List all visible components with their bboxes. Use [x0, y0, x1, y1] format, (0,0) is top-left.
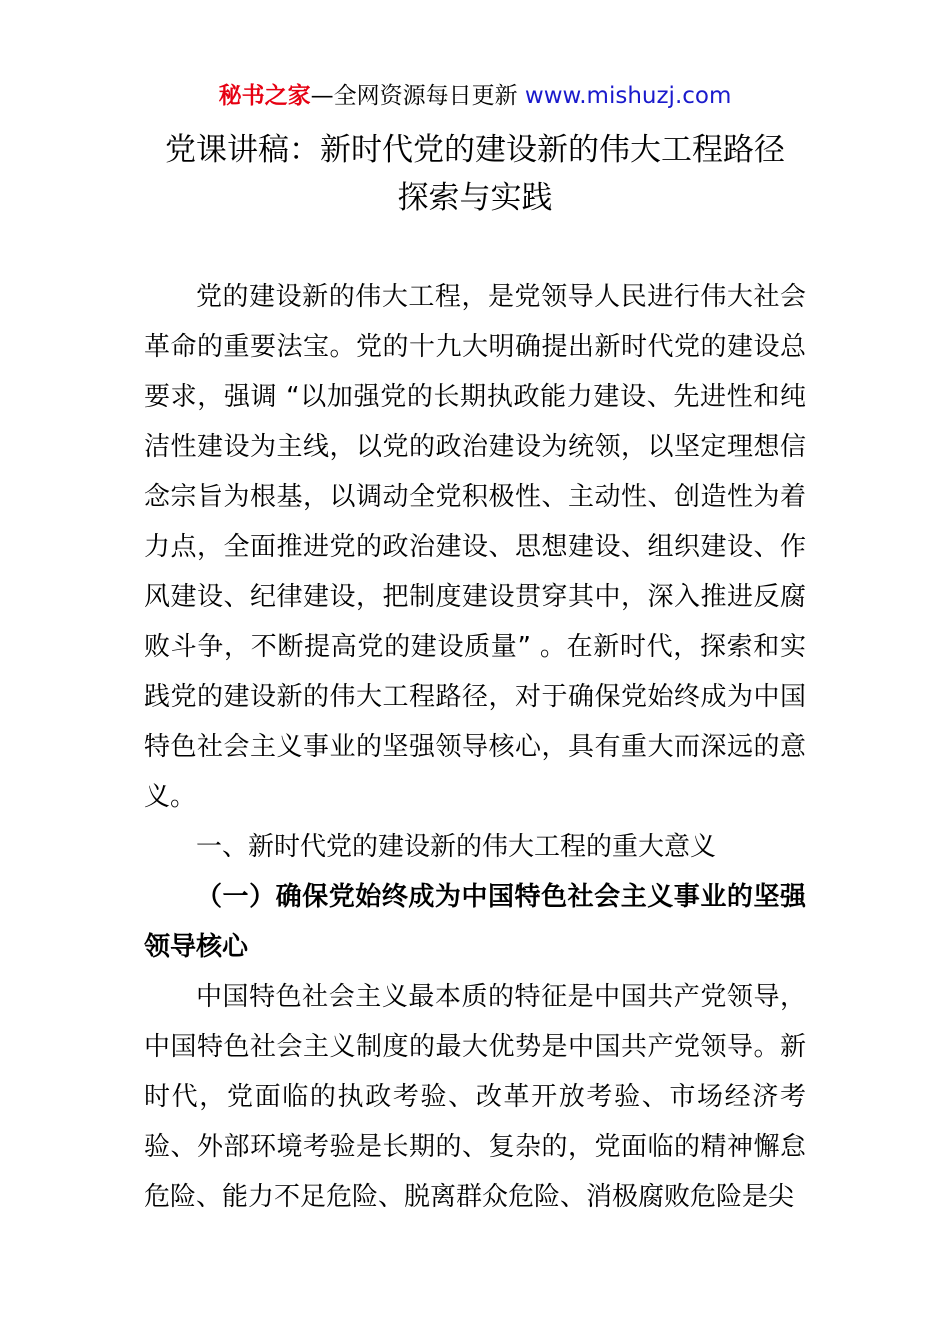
site-url-link[interactable]: www.mishuzj.com	[524, 83, 732, 109]
document-title	[100, 126, 850, 222]
site-header	[0, 80, 950, 112]
title-line-2: 探索与实践	[397, 180, 553, 216]
title-line-1: 党课讲稿：新时代党的建设新的伟大工程路径	[165, 132, 785, 168]
site-slogan: —全网资源每日更新	[310, 83, 525, 109]
document-body	[144, 272, 806, 1222]
section-heading-1: 一、新时代党的建设新的伟大工程的重大意义	[196, 832, 717, 862]
subsection-heading-1: （一）确保党始终成为中国特色社会主义事业的坚强领导核心	[144, 882, 806, 962]
intro-paragraph: 党的建设新的伟大工程，是党领导人民进行伟大社会革命的重要法宝。党的十九大明确提出新时代党的建设总要求，强调 “以加强党的长期执政能力建设、先进性和纯洁性建设为主线，以党的政治建设为统领，以坚定理想信念宗旨为根基，以调动全党积极性、主动性、创造性为着力点，全面推进党的政治建设、思想建设、组织建设、作风建设、纪律建设，把制度建设贯穿其中，深入推进反腐败斗争，不断提高党的建设质量” 。在新时代，探索和实践党的建设新的伟大工程路径，对于确保党始终成为中国特色社会主义事业的坚强领导核心，具有重大而深远的意义。	[144, 282, 806, 812]
body-paragraph: 中国特色社会主义最本质的特征是中国共产党领导，中国特色社会主义制度的最大优势是中国共产党领导。新时代，党面临的执政考验、改革开放考验、市场经济考验、外部环境考验是长期的、复杂的，党面临的精神懈怠危险、能力不足危险、脱离群众危险、消极腐败危险是尖	[144, 982, 806, 1212]
site-name: 秘书之家	[218, 83, 311, 109]
